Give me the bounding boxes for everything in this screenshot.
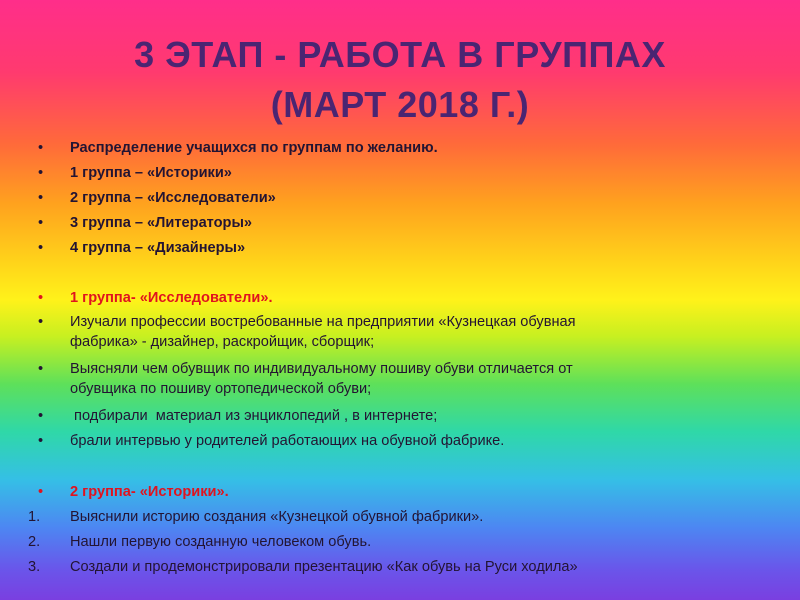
bullet-marker: • xyxy=(38,433,44,449)
list-item-text: подбирали материал из энциклопедий , в интернете; xyxy=(70,408,438,424)
section-heading-text: 1 группа- «Исследователи». xyxy=(70,290,273,306)
list-item-text: брали интервью у родителей работающих на обувной фабрике. xyxy=(70,433,505,449)
bullet-marker: • xyxy=(38,314,44,330)
bullet-marker: • xyxy=(38,215,44,231)
text-line: Выясняли чем обувщик по индивидуальному пошиву обуви отличается от xyxy=(70,361,573,377)
text-line: фабрика» - дизайнер, раскройщик, сборщик; xyxy=(70,334,375,350)
list-item-text: Распределение учащихся по группам по желанию. xyxy=(70,140,438,156)
item-number: 2. xyxy=(28,534,41,550)
section-heading-text: 2 группа- «Историки». xyxy=(70,484,229,500)
bullet-marker: • xyxy=(38,408,44,424)
numbered-item-text: Нашли первую созданную человеком обувь. xyxy=(70,534,372,550)
bullet-marker: • xyxy=(38,140,44,156)
bullet-marker: • xyxy=(38,361,44,377)
item-number: 3. xyxy=(28,559,41,575)
numbered-item-text: Выяснили историю создания «Кузнецкой обувной фабрики». xyxy=(70,509,484,525)
list-item-text: 3 группа – «Литераторы» xyxy=(70,215,253,231)
slide-title xyxy=(40,30,760,130)
text-line: обувщика по пошиву ортопедической обуви; xyxy=(70,381,372,397)
list-item-text: 2 группа – «Исследователи» xyxy=(70,190,276,206)
title-line-1: 3 ЭТАП - РАБОТА В ГРУППАХ xyxy=(134,34,666,75)
item-number: 1. xyxy=(28,509,41,525)
list-item-text xyxy=(70,312,770,352)
text-line: Изучали профессии востребованные на предприятии «Кузнецкая обувная xyxy=(70,314,576,330)
list-item-text xyxy=(70,359,770,399)
bullet-marker: • xyxy=(38,240,44,256)
list-item-text: 1 группа – «Историки» xyxy=(70,165,232,181)
list-item-text: 4 группа – «Дизайнеры» xyxy=(70,240,246,256)
bullet-marker: • xyxy=(38,484,44,500)
numbered-item-text: Создали и продемонстрировали презентацию «Как обувь на Руси ходила» xyxy=(70,559,578,575)
title-line-2: (МАРТ 2018 Г.) xyxy=(270,84,530,125)
bullet-marker: • xyxy=(38,165,44,181)
bullet-marker: • xyxy=(38,290,44,306)
bullet-marker: • xyxy=(38,190,44,206)
